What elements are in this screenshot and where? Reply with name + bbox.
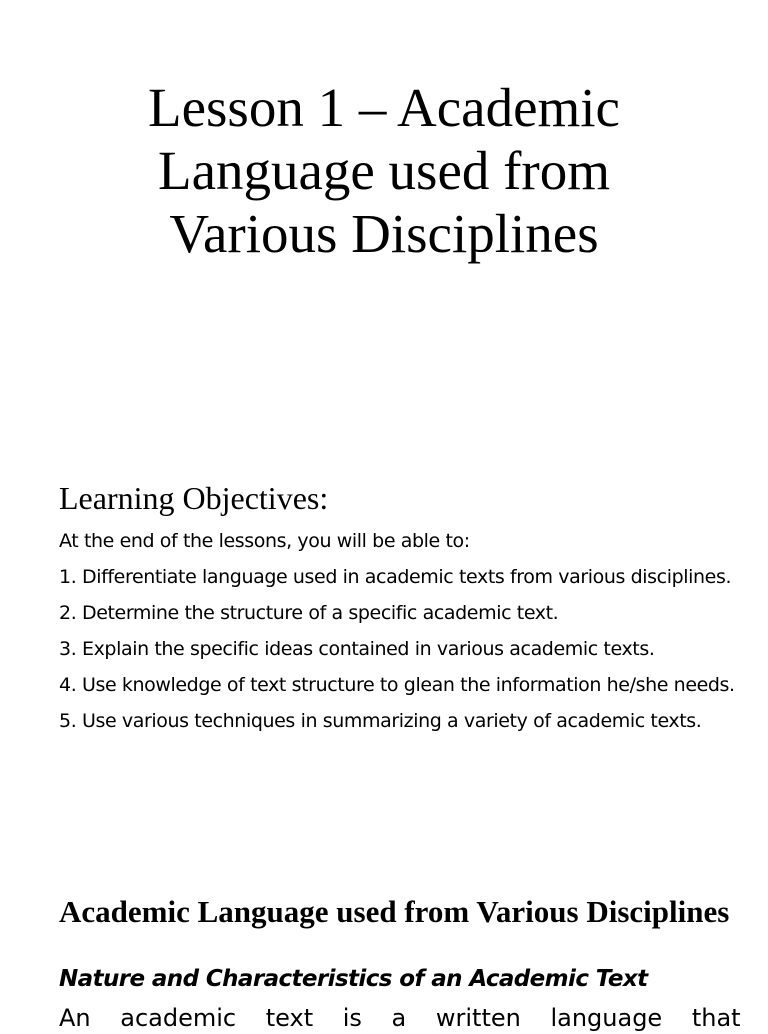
lesson-title (0, 76, 768, 265)
section-body-text: An academic text is a written language that (59, 1004, 741, 1032)
lesson-title-line-3: Various Disciplines (169, 203, 599, 264)
learning-objectives-heading: Learning Objectives: (59, 480, 329, 516)
objectives-intro: At the end of the lessons, you will be able to: (59, 530, 470, 552)
section-subheading: Nature and Characteristics of an Academic Text (59, 966, 648, 992)
lesson-title-line-2: Language used from (157, 140, 611, 201)
objective-item-1: 1. Differentiate language used in academic texts from various disciplines. (59, 566, 732, 588)
section-heading: Academic Language used from Various Disciplines (59, 894, 730, 929)
lesson-title-line-1: Lesson 1 – Academic (148, 77, 620, 138)
objective-item-4: 4. Use knowledge of text structure to glean the information he/she needs. (59, 674, 735, 696)
objective-item-3: 3. Explain the specific ideas contained in various academic texts. (59, 638, 655, 660)
learning-objectives-section (59, 478, 736, 743)
objective-item-5: 5. Use various techniques in summarizing a variety of academic texts. (59, 710, 702, 732)
objective-item-2: 2. Determine the structure of a specific academic text. (59, 602, 559, 624)
